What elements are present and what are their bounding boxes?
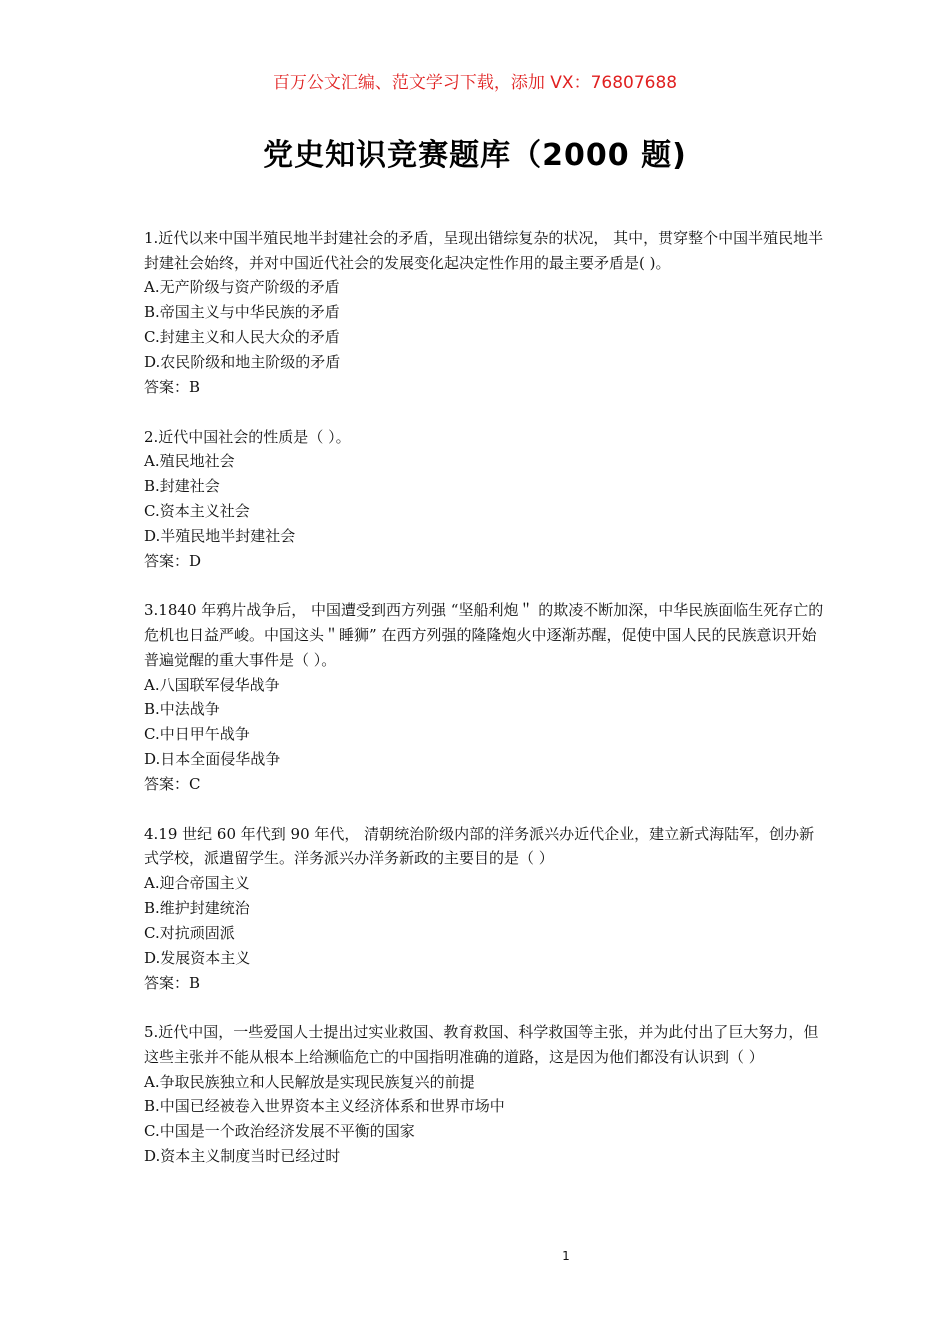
answer-line: 答案：D xyxy=(144,551,202,570)
option-a: A.殖民地社会 xyxy=(144,452,235,471)
page-title: 党史知识竞赛题库（2000 题) xyxy=(263,138,687,173)
option-c: C.中日甲午战争 xyxy=(144,725,250,744)
option-c: C.资本主义社会 xyxy=(144,502,250,521)
header-note: 百万公文汇编、范文学习下载，添加 VX：76807688 xyxy=(272,73,678,93)
option-c: C.封建主义和人民大众的矛盾 xyxy=(144,328,340,347)
option-a: A.争取民族独立和人民解放是实现民族复兴的前提 xyxy=(144,1072,475,1091)
option-b: B.封建社会 xyxy=(144,477,220,496)
answer-line: 答案：C xyxy=(144,775,201,794)
question-stem: 4.19 世纪 60 年代到 90 年代， 清朝统治阶级内部的洋务派兴办近代企业，建立新式海陆军，创办新式学校，派遣留学生。洋务派兴办洋务新政的主要目的是（ ） xyxy=(144,824,815,868)
page-number: 1 xyxy=(562,1249,570,1263)
option-a: A.迎合帝国主义 xyxy=(144,874,250,893)
option-b: B.维护封建统治 xyxy=(144,898,250,917)
question-item xyxy=(144,822,824,996)
question-stem: 2.近代中国社会的性质是（ ）。 xyxy=(144,427,351,446)
answer-line: 答案：B xyxy=(144,377,201,396)
option-d: D.发展资本主义 xyxy=(144,948,251,967)
option-d: D.半殖民地半封建社会 xyxy=(144,526,296,545)
question-item xyxy=(144,1020,824,1169)
option-a: A.八国联军侵华战争 xyxy=(144,675,280,694)
question-item xyxy=(144,226,824,400)
option-b: B.帝国主义与中华民族的矛盾 xyxy=(144,303,340,322)
option-b: B.中法战争 xyxy=(144,700,220,719)
option-a: A.无产阶级与资产阶级的矛盾 xyxy=(144,278,340,297)
option-c: C.中国是一个政治经济发展不平衡的国家 xyxy=(144,1122,415,1141)
question-stem: 1.近代以来中国半殖民地半封建社会的矛盾，呈现出错综复杂的状况， 其中，贯穿整个中国半殖民地半封建社会始终，并对中国近代社会的发展变化起决定性作用的最主要矛盾是( )。 xyxy=(144,229,824,272)
option-d: D.日本全面侵华战争 xyxy=(144,750,281,769)
question-item xyxy=(144,425,824,574)
option-c: C.对抗顽固派 xyxy=(144,923,235,942)
question-item xyxy=(144,598,824,797)
option-b: B.中国已经被卷入世界资本主义经济体系和世界市场中 xyxy=(144,1097,505,1116)
question-stem: 5.近代中国，一些爱国人士提出过实业救国、教育救国、科学救国等主张，并为此付出了巨大努力，但这些主张并不能从根本上给濒临危亡的中国指明准确的道路，这是因为他们都没有认识到（ ） xyxy=(144,1023,819,1066)
answer-line: 答案：B xyxy=(144,973,201,992)
option-d: D.农民阶级和地主阶级的矛盾 xyxy=(144,353,341,372)
question-list xyxy=(144,226,824,1194)
option-d: D.资本主义制度当时已经过时 xyxy=(144,1147,341,1166)
question-stem: 3.1840 年鸦片战争后， 中国遭受到西方列强 “坚船利炮＂ 的欺凌不断加深，中华民族面临生死存亡的危机也日益严峻。中国这头＂睡狮” 在西方列强的隆隆炮火中逐渐苏醒，促使中国人民的民族意识开始普遍觉醒的重大事件是（ ）。 xyxy=(144,601,824,669)
